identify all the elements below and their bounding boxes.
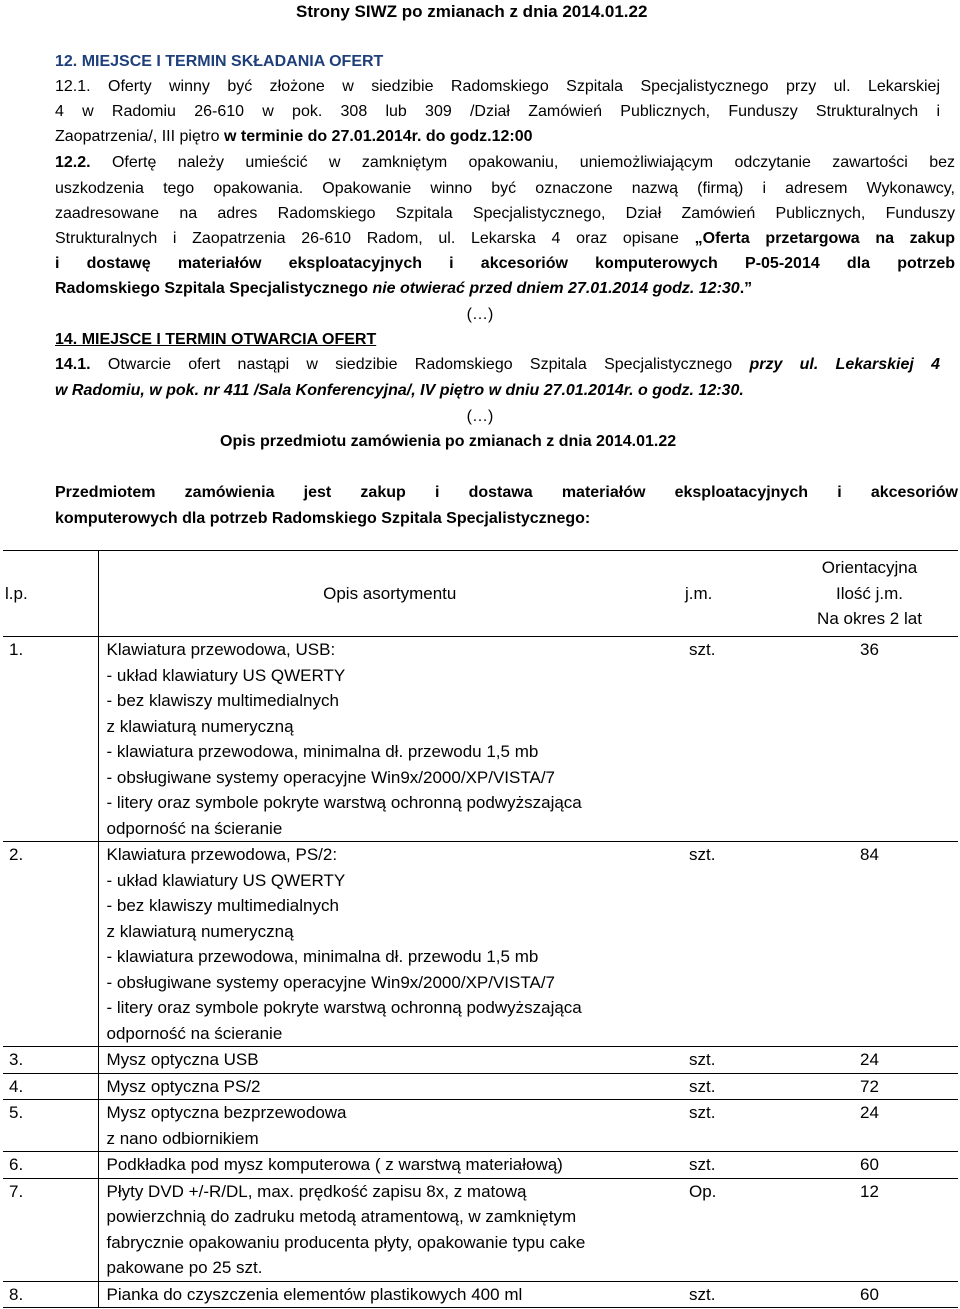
items-table [3,550,958,1308]
text-span: uszkodzenia tego opakowania. [55,180,304,197]
header-lp: l.p. [5,583,28,603]
text-span: Opakowanie winno być oznaczone nazwą (firmą) i adresem Wykonawcy, [303,180,955,197]
header-quantity-line: Orientacyjna [821,558,918,578]
paragraph-number: 14.1. [55,356,91,373]
offer-label-text: „Oferta przetargowa na zakup [694,230,956,247]
do-not-open-text: nie otwierać przed dniem 27.01.2014 godz. 12:30 [372,280,740,297]
description-line: Mysz optyczna PS/2 [106,1076,261,1096]
description-line: - bez klawiszy multimedialnych [106,691,339,710]
row-quantity: 60 [860,1155,879,1174]
text-span: Zaopatrzenia/, III piętro [55,128,224,145]
row-description [98,1047,681,1074]
text-span: Strukturalnych i Zaopatrzenia 26-610 Radom, ul. Lekarska 4 oraz opisane [55,230,695,247]
text-span: zaadresowane na adres Radomskiego Szpitala Specjalistycznego, Dział Zamówień Publicznych, Funduszy [55,205,955,222]
table-row [3,1281,958,1308]
row-unit: szt. [689,1050,716,1069]
text-span: Przedmiotem zamówienia jest zakup i dostawa materiałów eksploatacyjnych i akcesoriów [55,484,958,501]
table-row [3,1047,958,1074]
description-line: powierzchnią do zadruku metodą atramentową, w zamkniętym [106,1207,577,1226]
row-description [98,1281,681,1308]
text-span: 12.1. Oferty winny być złożone w siedzibie Radomskiego Szpitala Specjalistycznego przy ul. Lekarskiej [55,78,940,95]
text-span: Otwarcie ofert nastąpi w siedzibie Radomskiego Szpitala Specjalistycznego [90,356,750,373]
table-row [3,1178,958,1281]
description-line: - układ klawiatury US QWERTY [106,870,346,890]
description-line: Klawiatura przewodowa, USB: [106,640,336,659]
row-unit: szt. [689,1155,716,1174]
section-12-2-line-4 [55,229,955,249]
header-description: Opis asortymentu [98,551,681,637]
row-unit: szt. [689,845,716,864]
row-number: 7. [9,1181,24,1201]
description-line: z nano odbiornikiem [106,1128,259,1148]
description-line: z klawiaturą numeryczną [106,716,294,736]
description-line: - litery oraz symbole pokryte warstwą ochronną podwyższająca [106,793,582,812]
table-row [3,842,958,1047]
table-row [3,637,958,842]
page-header-title: Strony SIWZ po zmianach z dnia 2014.01.22 [296,2,648,21]
section-12-2-line-2 [55,179,955,199]
row-number: 6. [9,1155,24,1174]
row-quantity: 24 [860,1050,879,1069]
text-span: .” [739,280,753,297]
table-row [3,1073,958,1100]
ellipsis-2: (…) [466,408,494,425]
section-12-1-line-3 [55,127,533,147]
text-span: Radomskiego Szpitala Specjalistycznego [55,280,373,297]
description-line: Mysz optyczna USB [106,1050,259,1069]
row-quantity: 24 [860,1103,879,1122]
row-number: 3. [9,1050,24,1069]
paragraph-number: 12.2. [55,154,91,171]
row-description [98,1178,681,1281]
section-12-1-line-1 [55,77,940,97]
description-line: Mysz optyczna bezprzewodowa [106,1103,347,1122]
header-quantity-line: Ilość j.m. [835,583,904,603]
row-description [98,1152,681,1179]
ellipsis-1: (…) [466,306,494,323]
row-unit: szt. [689,1103,716,1122]
description-line: pakowane po 25 szt. [106,1258,263,1277]
section-12-2-line-3 [55,204,955,224]
row-number: 8. [9,1284,24,1304]
description-line: odporność na ścieranie [106,1023,283,1043]
description-line: Pianka do czyszczenia elementów plastikowych 400 ml [106,1284,523,1304]
table-body [3,637,958,1308]
row-quantity: 36 [860,640,879,659]
row-quantity: 60 [860,1284,879,1304]
description-line: - obsługiwane systemy operacyjne Win9x/2000/XP/VISTA/7 [106,767,556,787]
header-unit: j.m. [685,583,713,603]
row-number: 5. [9,1103,24,1122]
section-14-1-line-1 [55,355,940,375]
subject-line-1 [55,483,958,503]
subject-title: Opis przedmiotu zamówienia po zmianach z dnia 2014.01.22 [220,433,677,450]
description-line: - bez klawiszy multimedialnych [106,896,339,915]
subject-line-2: komputerowych dla potrzeb Radomskiego Szpitala Specjalistycznego: [55,510,591,527]
text-span: i dostawę materiałów eksploatacyjnych i akcesoriów komputerowych P-05-2014 dla potrzeb [55,255,955,272]
section-12-2-line-5 [55,254,955,274]
description-line: odporność na ścieranie [106,818,283,838]
table-header [3,551,958,637]
row-number: 4. [9,1076,24,1096]
description-line: - układ klawiatury US QWERTY [106,665,346,685]
description-line: Podkładka pod mysz komputerowa ( z warstwą materiałową) [106,1155,563,1174]
table-row [3,1152,958,1179]
header-quantity-line: Na okres 2 lat [817,609,922,629]
address-text: przy ul. Lekarskiej 4 [749,356,941,373]
row-unit: Op. [689,1181,717,1201]
header-quantity [781,551,958,637]
description-line: - klawiatura przewodowa, minimalna dł. przewodu 1,5 mb [106,947,539,966]
description-line: z klawiaturą numeryczną [106,921,294,941]
table-row [3,1100,958,1152]
row-unit: szt. [689,1076,716,1096]
description-line: Płyty DVD +/-R/DL, max. prędkość zapisu 8x, z matową [106,1181,527,1201]
description-line: - obsługiwane systemy operacyjne Win9x/2000/XP/VISTA/7 [106,972,556,992]
description-line: - litery oraz symbole pokryte warstwą ochronną podwyższająca [106,998,582,1017]
row-description [98,1100,681,1152]
row-description [98,637,681,842]
row-unit: szt. [689,640,716,659]
row-quantity: 84 [860,845,879,864]
row-description [98,1073,681,1100]
section-12-heading: 12. MIEJSCE I TERMIN SKŁADANIA OFERT [55,53,384,70]
text-span: 4 w Radomiu 26-610 w pok. 308 lub 309 /Dział Zamówień Publicznych, Funduszy Strukturalnych i [55,103,940,120]
row-number: 2. [9,845,24,864]
row-number: 1. [9,640,24,659]
section-14-heading: 14. MIEJSCE I TERMIN OTWARCIA OFERT [55,331,377,348]
text-span: Ofertę należy umieścić w zamkniętym opakowaniu, uniemożliwiającym odczytanie zawartości bez [90,154,955,171]
section-12-1-line-2 [55,102,940,122]
description-line: fabrycznie opakowaniu producenta płyty, opakowanie typu cake [106,1232,586,1252]
row-quantity: 12 [860,1181,879,1201]
section-14-1-line-2: w Radomiu, w pok. nr 411 /Sala Konferencyjna/, IV piętro w dniu 27.01.2014r. o godz. 12:30. [55,382,744,399]
deadline-text: w terminie do 27.01.2014r. do godz.12:00 [223,128,533,145]
section-12-2-line-1 [55,153,955,173]
row-quantity: 72 [860,1076,879,1096]
row-unit: szt. [689,1284,716,1304]
row-description [98,842,681,1047]
description-line: Klawiatura przewodowa, PS/2: [106,845,338,864]
section-12-2-line-6 [55,279,752,299]
table-header-row [3,551,958,637]
description-line: - klawiatura przewodowa, minimalna dł. przewodu 1,5 mb [106,742,539,761]
